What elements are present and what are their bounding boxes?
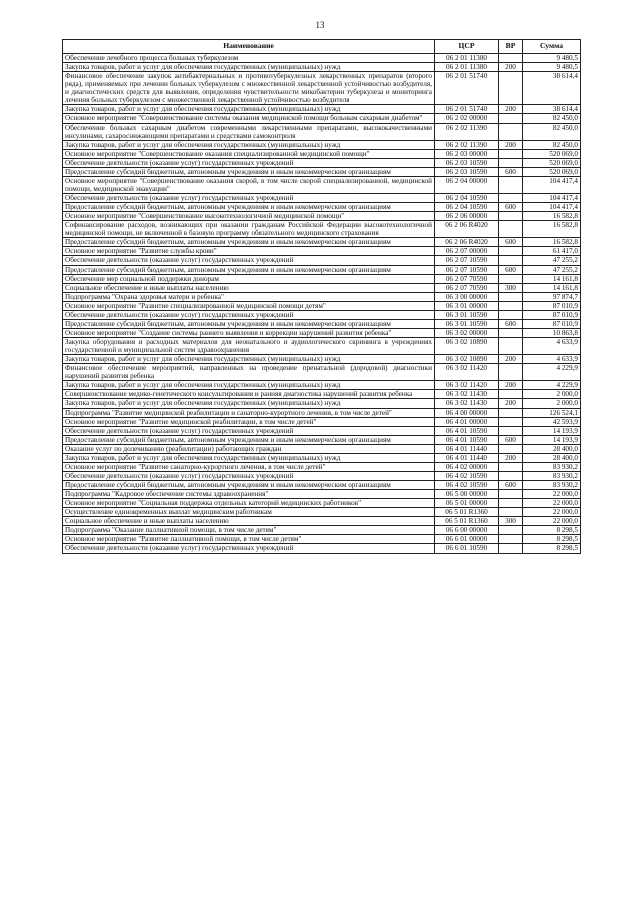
row-csr: 06 3 02 10890: [435, 355, 499, 364]
row-vr: [499, 364, 523, 381]
table-row: [63, 105, 581, 114]
row-csr: 06 4 01 11440: [435, 453, 499, 462]
row-csr: 06 6 01 10590: [435, 544, 499, 553]
row-csr: 06 2 06 R4020: [435, 221, 499, 238]
row-name: Финансовое обеспечение мероприятий, направленных на проведение пренатальной (дородовой) диагностики нарушений развития ребенка: [63, 364, 435, 381]
row-name: Финансовое обеспечение закупок антибактериальных и противотуберкулезных лекарственных препаратов (второго ряда), применяемых при лечении больных туберкулезом с множественной лекарственной устойчивостью возбудителя, и диагностических средств для выявления, определения чувствительности микобактерии туберкулеза и мониторинга лечения больных туберкулезом с множественной лекарственной устойчивостью возбудителя: [63, 72, 435, 105]
table-row: [63, 194, 581, 203]
table-row: [63, 462, 581, 471]
table-row: [63, 72, 581, 105]
row-name: Подпрограмма "Кадровое обеспечение системы здравоохранения": [63, 490, 435, 499]
row-csr: 06 2 03 10590: [435, 167, 499, 176]
row-csr: 06 2 01 11380: [435, 63, 499, 72]
row-vr: 600: [499, 319, 523, 328]
row-vr: [499, 310, 523, 319]
table-row: [63, 426, 581, 435]
row-sum: 16 582,8: [523, 238, 581, 247]
row-name: Оказание услуг по долечиванию (реабилитации) работающих граждан: [63, 444, 435, 453]
table-row: [63, 203, 581, 212]
row-vr: [499, 417, 523, 426]
row-csr: 06 2 06 R4020: [435, 238, 499, 247]
row-name: Подпрограмма "Оказание паллиативной помощи, в том числе детям": [63, 526, 435, 535]
table-row: [63, 54, 581, 63]
row-sum: 22 000,0: [523, 490, 581, 499]
row-vr: [499, 274, 523, 283]
table-row: [63, 526, 581, 535]
table-row: [63, 417, 581, 426]
row-name: Обеспечение больных сахарным диабетом современными лекарственными препаратами, высококачественными инсулинами, сахароснижающими препаратами и средствами самоконтроля: [63, 123, 435, 140]
row-sum: 42 593,9: [523, 417, 581, 426]
row-csr: 06 4 00 00000: [435, 408, 499, 417]
table-row: [63, 256, 581, 265]
row-csr: 06 2 01 11380: [435, 54, 499, 63]
row-sum: 22 000,0: [523, 499, 581, 508]
row-vr: [499, 338, 523, 355]
row-vr: [499, 158, 523, 167]
row-sum: 16 582,8: [523, 221, 581, 238]
row-csr: 06 6 01 00000: [435, 535, 499, 544]
row-sum: 87 010,9: [523, 301, 581, 310]
row-name: Закупка товаров, работ и услуг для обеспечения государственных (муниципальных) нужд: [63, 105, 435, 114]
row-sum: 4 633,9: [523, 355, 581, 364]
row-csr: 06 2 02 11390: [435, 140, 499, 149]
row-vr: [499, 408, 523, 417]
row-csr: 06 2 07 70590: [435, 274, 499, 283]
table-row: [63, 310, 581, 319]
row-vr: [499, 72, 523, 105]
row-vr: 200: [499, 453, 523, 462]
table-row: [63, 481, 581, 490]
row-name: Совершенствование медико-генетического консультирования и ранняя диагностика нарушений развития ребенка: [63, 390, 435, 399]
row-vr: 600: [499, 481, 523, 490]
row-name: Основное мероприятие "Развитие службы крови": [63, 247, 435, 256]
row-csr: 06 4 02 10590: [435, 471, 499, 480]
row-vr: 600: [499, 203, 523, 212]
row-vr: [499, 444, 523, 453]
row-csr: 06 6 00 00000: [435, 526, 499, 535]
row-vr: [499, 390, 523, 399]
row-sum: 22 000,0: [523, 517, 581, 526]
row-vr: [499, 499, 523, 508]
row-csr: 06 2 04 10590: [435, 194, 499, 203]
row-csr: 06 5 00 00000: [435, 490, 499, 499]
row-name: Обеспечение лечебного процесса больных туберкулезом: [63, 54, 435, 63]
row-name: Основное мероприятие "Создание системы раннего выявления и коррекции нарушений развития ребенка": [63, 328, 435, 337]
table-row: [63, 381, 581, 390]
header-sum: Сумма: [523, 40, 581, 54]
row-csr: 06 5 01 R1360: [435, 508, 499, 517]
row-name: Закупка товаров, работ и услуг для обеспечения государственных (муниципальных) нужд: [63, 140, 435, 149]
row-name: Основное мероприятие "Совершенствование оказания скорой, в том числе скорой специализированной, медицинской помощи, медицинской эвакуации": [63, 176, 435, 193]
table-row: [63, 435, 581, 444]
row-sum: 82 450,0: [523, 123, 581, 140]
row-sum: 520 069,0: [523, 167, 581, 176]
row-sum: 47 255,2: [523, 265, 581, 274]
row-name: Обеспечение деятельности (оказание услуг) государственных учреждений: [63, 544, 435, 553]
header-vr: ВР: [499, 40, 523, 54]
row-csr: 06 3 02 11420: [435, 381, 499, 390]
row-csr: 06 4 01 00000: [435, 417, 499, 426]
row-sum: 520 069,0: [523, 158, 581, 167]
row-csr: 06 2 07 00000: [435, 247, 499, 256]
table-row: [63, 274, 581, 283]
table-row: [63, 167, 581, 176]
table-row: [63, 328, 581, 337]
row-csr: 06 2 02 11390: [435, 123, 499, 140]
row-name: Социальное обеспечение и иные выплаты населению: [63, 517, 435, 526]
row-sum: 82 450,0: [523, 140, 581, 149]
row-csr: 06 4 02 00000: [435, 462, 499, 471]
row-sum: 28 400,0: [523, 453, 581, 462]
row-vr: [499, 328, 523, 337]
table-row: [63, 390, 581, 399]
row-csr: 06 2 07 10590: [435, 265, 499, 274]
row-vr: [499, 462, 523, 471]
table-row: [63, 364, 581, 381]
row-sum: 38 614,4: [523, 72, 581, 105]
table-row: [63, 292, 581, 301]
row-name: Обеспечение деятельности (оказание услуг) государственных учреждений: [63, 256, 435, 265]
row-vr: 600: [499, 265, 523, 274]
table-row: [63, 399, 581, 408]
row-name: Закупка товаров, работ и услуг для обеспечения государственных (муниципальных) нужд: [63, 63, 435, 72]
row-vr: [499, 526, 523, 535]
table-row: [63, 247, 581, 256]
row-name: Обеспечение деятельности (оказание услуг) государственных учреждений: [63, 158, 435, 167]
table-row: [63, 444, 581, 453]
page-number: 13: [315, 20, 325, 30]
row-name: Закупка товаров, работ и услуг для обеспечения государственных (муниципальных) нужд: [63, 381, 435, 390]
row-sum: 14 193,9: [523, 426, 581, 435]
row-name: Осуществление единовременных выплат медицинским работникам: [63, 508, 435, 517]
row-vr: [499, 544, 523, 553]
row-sum: 9 480,5: [523, 63, 581, 72]
table-row: [63, 544, 581, 553]
row-name: Предоставление субсидий бюджетным, автономным учреждениям и иным некоммерческим организациям: [63, 265, 435, 274]
row-vr: [499, 221, 523, 238]
row-vr: 200: [499, 399, 523, 408]
row-name: Предоставление субсидий бюджетным, автономным учреждениям и иным некоммерческим организациям: [63, 167, 435, 176]
row-name: Предоставление субсидий бюджетным, автономным учреждениям и иным некоммерческим организациям: [63, 481, 435, 490]
table-row: [63, 517, 581, 526]
row-vr: 300: [499, 283, 523, 292]
table-row: [63, 176, 581, 193]
row-vr: 600: [499, 238, 523, 247]
row-sum: 104 417,4: [523, 203, 581, 212]
row-name: Основное мероприятие "Совершенствование системы оказания медицинской помощи больным сахарным диабетом": [63, 114, 435, 123]
row-sum: 2 000,0: [523, 399, 581, 408]
row-vr: [499, 176, 523, 193]
table-row: [63, 221, 581, 238]
table-row: [63, 490, 581, 499]
row-name: Обеспечение деятельности (оказание услуг) государственных учреждений: [63, 471, 435, 480]
row-vr: [499, 149, 523, 158]
table-row: [63, 408, 581, 417]
row-vr: [499, 535, 523, 544]
table-row: [63, 355, 581, 364]
row-sum: 104 417,4: [523, 194, 581, 203]
row-sum: 2 000,0: [523, 390, 581, 399]
row-vr: 600: [499, 167, 523, 176]
row-vr: [499, 426, 523, 435]
row-csr: 06 2 03 10590: [435, 158, 499, 167]
row-csr: 06 2 06 00000: [435, 212, 499, 221]
table-body: [63, 54, 581, 554]
table-row: [63, 508, 581, 517]
row-sum: 14 161,8: [523, 283, 581, 292]
row-csr: 06 3 01 00000: [435, 301, 499, 310]
table-row: [63, 301, 581, 310]
row-name: Социальное обеспечение и иные выплаты населению: [63, 283, 435, 292]
row-sum: 9 480,5: [523, 54, 581, 63]
row-name: Закупка товаров, работ и услуг для обеспечения государственных (муниципальных) нужд: [63, 453, 435, 462]
table-row: [63, 149, 581, 158]
row-csr: 06 3 02 11420: [435, 364, 499, 381]
row-name: Основное мероприятие "Совершенствование высокотехнологичной медицинской помощи": [63, 212, 435, 221]
row-csr: 06 3 00 00000: [435, 292, 499, 301]
row-csr: 06 4 01 11440: [435, 444, 499, 453]
row-sum: 83 930,2: [523, 462, 581, 471]
row-vr: [499, 212, 523, 221]
table-row: [63, 63, 581, 72]
row-sum: 104 417,4: [523, 176, 581, 193]
row-sum: 4 229,9: [523, 381, 581, 390]
row-name: Закупка товаров, работ и услуг для обеспечения государственных (муниципальных) нужд: [63, 355, 435, 364]
row-vr: [499, 508, 523, 517]
row-csr: 06 2 04 00000: [435, 176, 499, 193]
row-name: Основное мероприятие "Развитие санаторно-курортного лечения, в том числе детей": [63, 462, 435, 471]
row-name: Предоставление субсидий бюджетным, автономным учреждениям и иным некоммерческим организациям: [63, 319, 435, 328]
row-name: Подпрограмма "Охрана здоровья матери и ребенка": [63, 292, 435, 301]
table-row: [63, 114, 581, 123]
row-sum: 126 524,1: [523, 408, 581, 417]
row-csr: 06 2 03 00000: [435, 149, 499, 158]
row-csr: 06 2 02 00000: [435, 114, 499, 123]
table-row: [63, 265, 581, 274]
row-sum: 38 614,4: [523, 105, 581, 114]
row-csr: 06 5 01 00000: [435, 499, 499, 508]
table-row: [63, 123, 581, 140]
row-name: Закупка оборудования и расходных материалов для неонатального и аудиологического скрининга в учреждениях государственной и муниципальной систем здравоохранения: [63, 338, 435, 355]
row-sum: 14 161,8: [523, 274, 581, 283]
row-csr: 06 2 01 51740: [435, 105, 499, 114]
row-vr: 200: [499, 381, 523, 390]
row-csr: 06 3 01 10590: [435, 319, 499, 328]
row-csr: 06 5 01 R1360: [435, 517, 499, 526]
row-name: Основное мероприятие "Социальная поддержка отдельных категорий медицинских работников": [63, 499, 435, 508]
row-name: Обеспечение мер социальной поддержки донорам: [63, 274, 435, 283]
table-row: [63, 338, 581, 355]
row-csr: 06 4 02 10590: [435, 481, 499, 490]
table-row: [63, 499, 581, 508]
table-header-row: [63, 40, 581, 54]
row-csr: 06 4 01 10590: [435, 426, 499, 435]
row-sum: 83 930,2: [523, 471, 581, 480]
row-vr: [499, 256, 523, 265]
row-sum: 97 874,7: [523, 292, 581, 301]
row-sum: 87 010,9: [523, 319, 581, 328]
row-sum: 8 298,5: [523, 535, 581, 544]
row-csr: 06 3 02 10890: [435, 338, 499, 355]
row-sum: 82 450,0: [523, 114, 581, 123]
row-sum: 4 633,9: [523, 338, 581, 355]
table-row: [63, 453, 581, 462]
row-csr: 06 3 02 00000: [435, 328, 499, 337]
row-sum: 47 255,2: [523, 256, 581, 265]
row-vr: [499, 194, 523, 203]
row-sum: 16 582,8: [523, 212, 581, 221]
row-sum: 8 298,5: [523, 544, 581, 553]
row-name: Софинансирование расходов, возникающих при оказании гражданам Российской Федерации высокотехнологичной медицинской помощи, не включенной в базовую программу обязательного медицинского страхования: [63, 221, 435, 238]
table-row: [63, 238, 581, 247]
table-row: [63, 140, 581, 149]
table-row: [63, 471, 581, 480]
row-vr: [499, 490, 523, 499]
row-csr: 06 2 07 70590: [435, 283, 499, 292]
row-sum: 14 193,9: [523, 435, 581, 444]
row-name: Обеспечение деятельности (оказание услуг) государственных учреждений: [63, 426, 435, 435]
row-sum: 22 000,0: [523, 508, 581, 517]
table-row: [63, 535, 581, 544]
row-sum: 520 069,0: [523, 149, 581, 158]
row-csr: 06 2 04 10590: [435, 203, 499, 212]
row-vr: [499, 247, 523, 256]
row-name: Обеспечение деятельности (оказание услуг) государственных учреждений: [63, 310, 435, 319]
table-row: [63, 319, 581, 328]
row-vr: 200: [499, 140, 523, 149]
row-vr: 600: [499, 435, 523, 444]
row-vr: [499, 471, 523, 480]
row-vr: [499, 114, 523, 123]
header-csr: ЦСР: [435, 40, 499, 54]
budget-table: [62, 39, 581, 554]
row-sum: 4 229,9: [523, 364, 581, 381]
row-name: Подпрограмма "Развитие медицинской реабилитации и санаторно-курортного лечения, в том числе детей": [63, 408, 435, 417]
row-name: Предоставление субсидий бюджетным, автономным учреждениям и иным некоммерческим организациям: [63, 238, 435, 247]
row-name: Обеспечение деятельности (оказание услуг) государственных учреждений: [63, 194, 435, 203]
table-row: [63, 283, 581, 292]
row-sum: 61 417,0: [523, 247, 581, 256]
row-name: Предоставление субсидий бюджетным, автономным учреждениям и иным некоммерческим организациям: [63, 435, 435, 444]
row-vr: [499, 54, 523, 63]
row-csr: 06 3 02 11430: [435, 390, 499, 399]
row-vr: [499, 292, 523, 301]
row-sum: 8 298,5: [523, 526, 581, 535]
row-csr: 06 2 01 51740: [435, 72, 499, 105]
row-csr: 06 2 07 10590: [435, 256, 499, 265]
row-csr: 06 3 01 10590: [435, 310, 499, 319]
row-sum: 83 930,2: [523, 481, 581, 490]
row-name: Основное мероприятие "Развитие паллиативной помощи, в том числе детям": [63, 535, 435, 544]
row-name: Закупка товаров, работ и услуг для обеспечения государственных (муниципальных) нужд: [63, 399, 435, 408]
row-sum: 10 863,8: [523, 328, 581, 337]
row-vr: 200: [499, 105, 523, 114]
row-vr: [499, 123, 523, 140]
row-vr: 200: [499, 63, 523, 72]
row-name: Основное мероприятие "Развитие специализированной медицинской помощи детям": [63, 301, 435, 310]
table-row: [63, 212, 581, 221]
row-sum: 28 400,0: [523, 444, 581, 453]
row-csr: 06 3 02 11430: [435, 399, 499, 408]
row-vr: [499, 301, 523, 310]
row-vr: 200: [499, 355, 523, 364]
row-csr: 06 4 01 10590: [435, 435, 499, 444]
row-name: Основное мероприятие "Совершенствование оказания специализированной медицинской помощи": [63, 149, 435, 158]
row-name: Основное мероприятие "Развитие медицинской реабилитации, в том числе детей": [63, 417, 435, 426]
table-row: [63, 158, 581, 167]
row-name: Предоставление субсидий бюджетным, автономным учреждениям и иным некоммерческим организациям: [63, 203, 435, 212]
header-name: Наименование: [63, 40, 435, 54]
row-vr: 300: [499, 517, 523, 526]
row-sum: 87 010,9: [523, 310, 581, 319]
